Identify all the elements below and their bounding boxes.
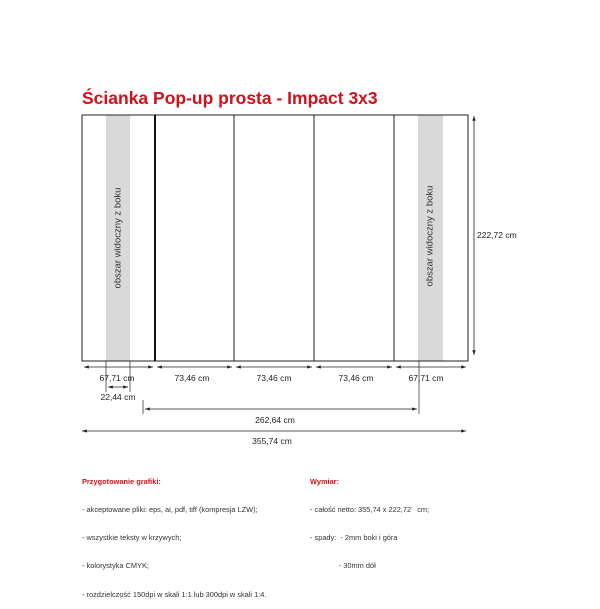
left-side-area-label: obszar widoczny z boku bbox=[112, 187, 124, 289]
inner-width-label: 262,64 cm bbox=[255, 415, 295, 425]
dimensions-heading: Wymiar: bbox=[310, 476, 340, 486]
total-width-label: 355,74 cm bbox=[252, 436, 292, 446]
note-line: - akceptowane pliki: eps, ai, pdf, tiff (kompresja LZW); bbox=[82, 505, 258, 515]
wall-outline bbox=[82, 115, 468, 361]
note-line: - kolorystyka CMYK; bbox=[82, 561, 149, 571]
side-strip-width-label: 22,44 cm bbox=[100, 392, 136, 402]
note-line: - 30mm dół bbox=[310, 561, 376, 571]
note-line: - całość netto: 355,74 x 222,72 cm; bbox=[310, 505, 430, 515]
panel-width-label: 73,46 cm bbox=[338, 373, 374, 383]
panel-width-label: 73,46 cm bbox=[256, 373, 292, 383]
note-line: - spady: - 2mm boki i góra bbox=[310, 533, 398, 543]
note-line: - rozdzielczość 150dpi w skali 1:1 lub 300dpi w skali 1:4. bbox=[82, 589, 267, 599]
panel-width-label: 67,71 cm bbox=[99, 373, 135, 383]
dimensions-notes bbox=[310, 458, 429, 580]
right-side-area-label: obszar widoczny z boku bbox=[424, 185, 436, 287]
graphics-preparation-heading: Przygotowanie grafiki: bbox=[82, 476, 161, 486]
height-label: 222,72 cm bbox=[477, 230, 517, 240]
panel-width-label: 73,46 cm bbox=[174, 373, 210, 383]
note-line: - wszystkie teksty w krzywych; bbox=[82, 533, 182, 543]
panel-width-label: 67,71 cm bbox=[408, 373, 444, 383]
page-title: Ścianka Pop-up prosta - Impact 3x3 bbox=[82, 88, 378, 108]
graphics-preparation-notes bbox=[82, 458, 266, 609]
